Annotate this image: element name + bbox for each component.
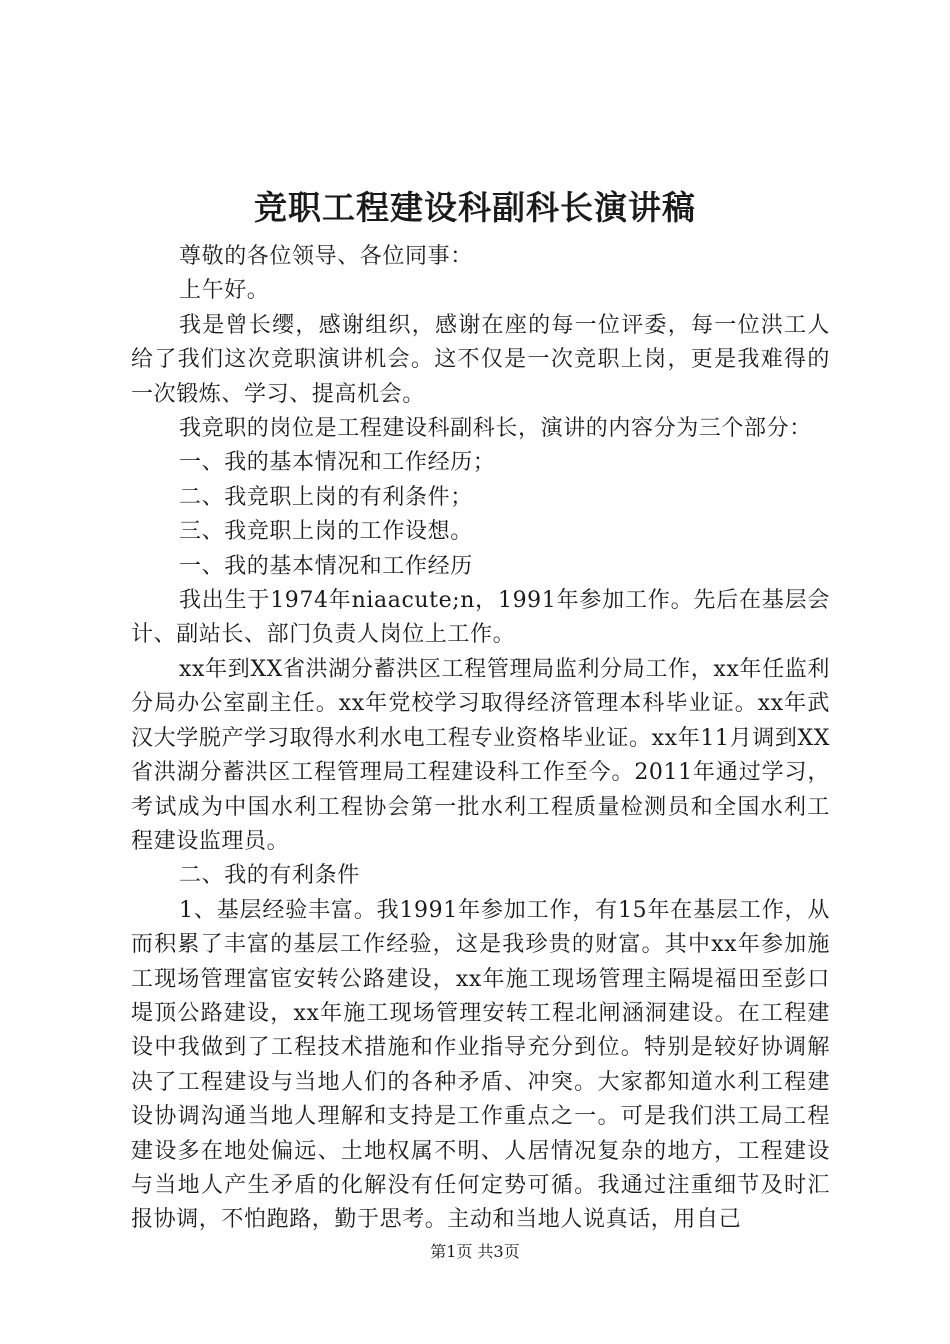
outline-item-3: 三、我竞职上岗的工作设想。 xyxy=(179,519,473,545)
section-heading-2: 二、我的有利条件 xyxy=(179,863,360,889)
greeting: 上午好。 xyxy=(179,278,270,304)
outline-item-2: 二、我竞职上岗的有利条件； xyxy=(179,484,473,510)
document-title: 竞职工程建设科副科长演讲稿 xyxy=(254,188,696,227)
outline-item-1: 一、我的基本情况和工作经历； xyxy=(179,450,496,476)
paragraph-position: 我竞职的岗位是工程建设科副科长，演讲的内容分为三个部分： xyxy=(179,416,812,442)
paragraph-career: xx年到XX省洪湖分蓄洪区工程管理局监利分局工作，xx年任监利分局办公室副主任。xx年党校学习取得经济管理本科毕业证。xx年武汉大学脱产学习取得水利水电工程专业资格毕业证。xx年11月调到XX省洪湖分蓄洪区工程管理局工程建设科工作至今。2011年通过学习，考试成为中国水利工程协会第一批水利工程质量检测员和全国水利工程建设监理员。 xyxy=(131,656,830,854)
paragraph-intro: 我是曾长缨，感谢组织，感谢在座的每一位评委，每一位洪工人给了我们这次竞职演讲机会。这不仅是一次竞职上岗，更是我难得的一次锻炼、学习、提高机会。 xyxy=(131,312,830,407)
section-heading-1: 一、我的基本情况和工作经历 xyxy=(179,553,473,579)
salutation: 尊敬的各位领导、各位同事： xyxy=(179,244,473,269)
page-number: 第1页 共3页 xyxy=(430,1242,520,1261)
paragraph-background: 我出生于1974年niaacute;n，1991年参加工作。先后在基层会计、副站长、部门负责人岗位上工作。 xyxy=(131,588,830,648)
paragraph-experience: 1、基层经验丰富。我1991年参加工作，有15年在基层工作，从而积累了丰富的基层工作经验，这是我珍贵的财富。其中xx年参加施工现场管理富宦安转公路建设，xx年施工现场管理主隔堤福田至彭口堤顶公路建设，xx年施工现场管理安转工程北闸涵洞建设。在工程建设中我做到了工程技术措施和作业指导充分到位。特别是较好协调解决了工程建设与当地人们的各种矛盾、冲突。大家都知道水利工程建设协调沟通当地人理解和支持是工作重点之一。可是我们洪工局工程建设多在地处偏远、土地权属不明、人居情况复杂的地方，工程建设与当地人产生矛盾的化解没有任何定势可循。我通过注重细节及时汇报协调，不怕跑路，勤于思考。主动和当地人说真话，用自己 xyxy=(131,897,830,1233)
document-body xyxy=(131,240,830,1238)
